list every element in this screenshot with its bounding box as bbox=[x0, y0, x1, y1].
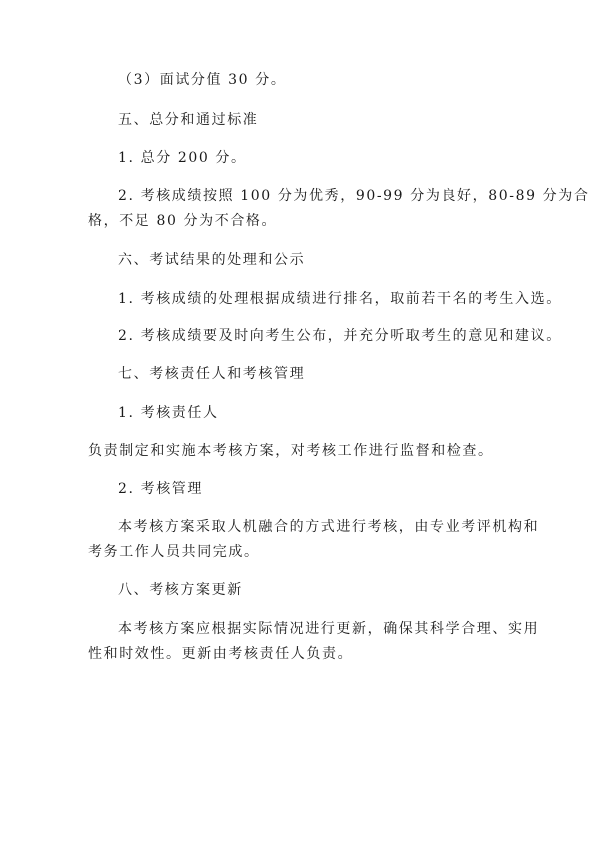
text-line-total-score: 1. 总分 200 分。 bbox=[118, 150, 247, 166]
subheading-responsible: 1. 考核责任人 bbox=[118, 405, 219, 421]
section-heading-6: 六、考试结果的处理和公示 bbox=[118, 252, 306, 268]
section-heading-8: 八、考核方案更新 bbox=[118, 582, 243, 598]
text-line-update-2: 性和时效性。更新由考核责任人负责。 bbox=[88, 646, 354, 662]
text-line-management-2: 考务工作人员共同完成。 bbox=[88, 544, 260, 560]
text-line-management-1: 本考核方案采取人机融合的方式进行考核，由专业考评机构和 bbox=[118, 519, 540, 535]
text-line-publish: 2. 考核成绩要及时向考生公布，并充分听取考生的意见和建议。 bbox=[118, 328, 562, 344]
text-line-grading-1: 2. 考核成绩按照 100 分为优秀，90-99 分为良好，80-89 分为合 bbox=[118, 188, 590, 204]
subheading-management: 2. 考核管理 bbox=[118, 481, 204, 497]
section-heading-5: 五、总分和通过标准 bbox=[118, 112, 259, 128]
text-line-interview-score: （3）面试分值 30 分。 bbox=[118, 72, 287, 88]
text-line-ranking: 1. 考核成绩的处理根据成绩进行排名，取前若干名的考生入选。 bbox=[118, 291, 562, 307]
text-line-update-1: 本考核方案应根据实际情况进行更新，确保其科学合理、实用 bbox=[118, 621, 540, 637]
text-line-grading-2: 格，不足 80 分为不合格。 bbox=[88, 213, 278, 229]
section-heading-7: 七、考核责任人和考核管理 bbox=[118, 366, 306, 382]
text-line-responsible: 负责制定和实施本考核方案，对考核工作进行监督和检查。 bbox=[88, 443, 494, 459]
